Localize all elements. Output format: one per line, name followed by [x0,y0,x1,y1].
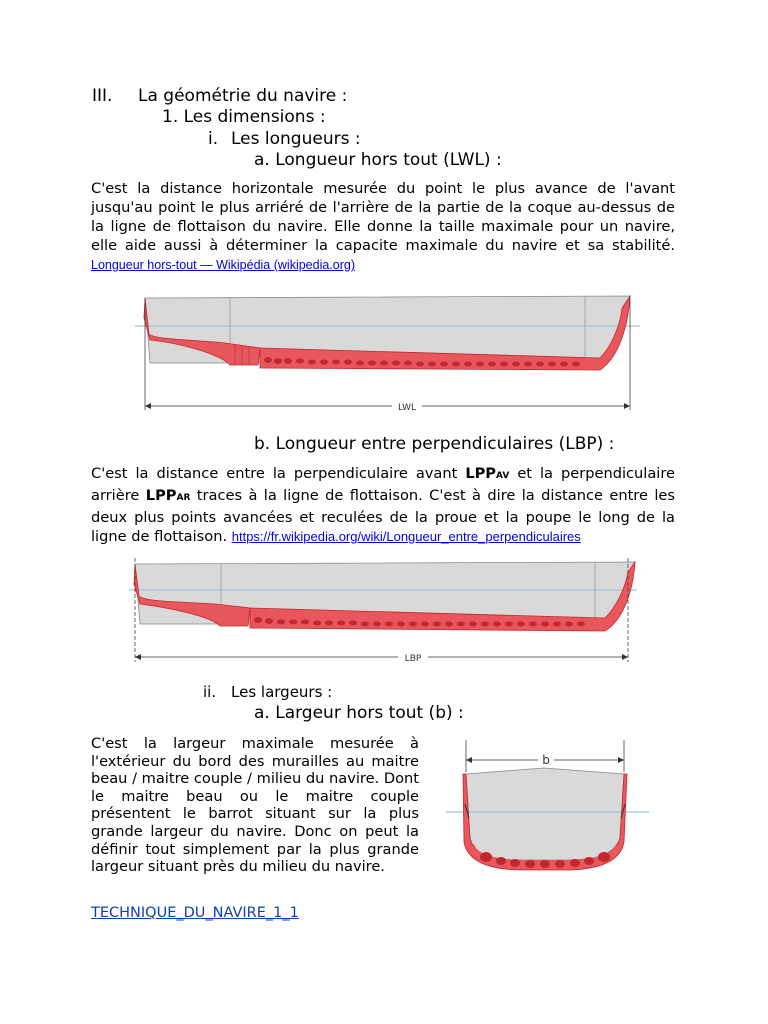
beam-dimension-label: b [542,753,550,767]
technique-du-navire-link[interactable]: TECHNIQUE_DU_NAVIRE_1_1 [91,905,299,921]
heading-section-number: III. [92,86,113,106]
lwl-hull-diagram [130,288,645,418]
heading-geometry: La géométrie du navire : [138,86,348,106]
lpp-av-term: LPP [465,465,497,482]
heading-widths: Les largeurs : [231,683,333,701]
heading-lwl: a. Longueur hors tout (LWL) : [254,150,502,170]
heading-lbp: b. Longueur entre perpendiculaires (LBP) : [254,434,615,454]
lpp-ar-subscript: AR [176,493,191,503]
heading-lengths-number: i. [208,129,219,149]
heading-dimensions: 1. Les dimensions : [162,107,326,127]
heading-beam: a. Largeur hors tout (b) : [254,703,464,723]
heading-lengths: Les longueurs : [231,129,361,149]
wikipedia-lbp-link[interactable]: https://fr.wikipedia.org/wiki/Longueur_entre_perpendiculaires [231,529,581,544]
heading-widths-number: ii. [203,683,217,701]
beam-cross-section-diagram [444,738,654,878]
paragraph-lwl [91,179,675,275]
lpp-av-subscript: AV [496,471,510,481]
lpp-ar-term: LPP [145,487,177,504]
section-body [466,768,624,860]
lbp-hull-diagram [125,556,640,666]
paragraph-lbp-text-1: C'est la distance entre la perpendiculaire avant [91,465,466,482]
lwl-dimension-label: LWL [397,403,417,413]
wikipedia-lwl-link[interactable]: Longueur hors-tout — Wikipédia (wikipedia.org) [91,258,356,272]
paragraph-lbp-text-3: traces à la ligne de flottaison. C'est à dire la distance entre les deux plus points avancées et reculées de la proue et la poupe le long de la ligne de flottaison. [91,487,675,545]
paragraph-beam: C'est la largeur maximale mesurée à l'extérieur du bord des murailles au maitre beau / maitre couple / milieu du navire. Dont le maitre beau ou le maitre couple présentent le barrot situant sur la plus grande largeur du navire. Donc on peut la définir tout simplement par la plus grande largeur situant près du milieu du navire. [91,735,419,876]
lbp-dimension-label: LBP [404,654,422,664]
paragraph-lbp [91,464,675,546]
paragraph-lbp-text-2: et la perpendiculaire arrière [91,465,676,504]
paragraph-lwl-text: C'est la distance horizontale mesurée du point le plus avance de l'avant jusqu'au point le plus arriéré de l'arrière de la partie de la coque au-dessus de la ligne de flottaison du navire. Elle donne la taille maximale pour un navire, elle aide aussi à déterminer la capacite maximale du navire et sa stabilité. [91,180,675,254]
